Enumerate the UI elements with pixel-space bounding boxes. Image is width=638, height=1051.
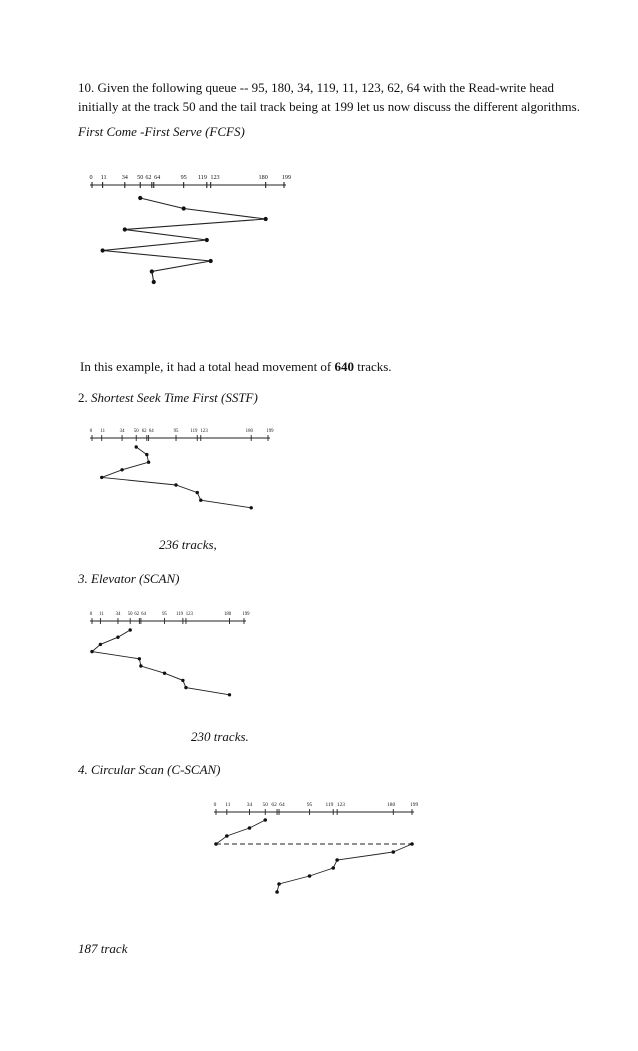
scan-track-label-95: 95 (162, 612, 167, 617)
cscan-track-label-11: 11 (225, 802, 231, 808)
scan-track-label-123: 123 (185, 612, 193, 617)
scan-point-2 (99, 643, 102, 646)
sstf-track-label-34: 34 (119, 429, 125, 434)
fcfs-summary (80, 359, 392, 375)
sstf-point-1 (145, 453, 148, 456)
fcfs-track-label-50: 50 (137, 174, 144, 181)
fcfs-summary-suffix: tracks. (354, 359, 392, 374)
scan-track-label-34: 34 (115, 612, 121, 617)
scan-track-label-62: 62 (134, 612, 140, 617)
cscan-track-label-34: 34 (246, 802, 253, 808)
cscan-point-2 (225, 834, 229, 838)
scan-track-label-11: 11 (99, 612, 104, 617)
fcfs-track-label-180: 180 (258, 174, 268, 181)
sstf-track-label-119: 119 (190, 429, 198, 434)
scan-diagram (0, 607, 638, 702)
cscan-track-label-180: 180 (387, 802, 396, 808)
question-line-2: initially at the track 50 and the tail track being at 199 let us now discuss the different algorithms. (78, 99, 580, 114)
sstf-heading-name: Shortest Seek Time First (SSTF) (91, 390, 258, 405)
cscan-point-4 (410, 842, 414, 846)
scan-point-7 (181, 679, 184, 682)
fcfs-track-label-119: 119 (197, 174, 208, 181)
cscan-track-label-95: 95 (306, 802, 313, 808)
fcfs-diagram (0, 164, 638, 304)
sstf-track-label-11: 11 (100, 429, 106, 434)
cscan-point-3 (214, 842, 218, 846)
cscan-point-9 (277, 882, 281, 886)
scan-track-label-119: 119 (176, 612, 184, 617)
fcfs-heading: First Come -First Serve (FCFS) (78, 124, 245, 139)
sstf-diagram (0, 426, 638, 506)
sstf-point-4 (100, 476, 103, 479)
cscan-track-label-123: 123 (336, 802, 345, 808)
scan-point-8 (184, 686, 187, 689)
cscan-result: 187 track (78, 941, 128, 956)
fcfs-summary-value: 640 (334, 359, 355, 374)
fcfs-point-8 (152, 280, 156, 284)
cscan-track-label-0: 0 (213, 802, 217, 808)
cscan-path-segment-1 (216, 820, 265, 844)
fcfs-track-label-64: 64 (154, 174, 161, 181)
fcfs-point-2 (264, 217, 268, 221)
cscan-heading: 4. Circular Scan (C-SCAN) (78, 762, 221, 777)
fcfs-track-label-62: 62 (145, 174, 152, 181)
sstf-result: 236 tracks, (159, 537, 217, 552)
scan-point-0 (128, 628, 131, 631)
sstf-path (102, 447, 251, 508)
scan-result: 230 tracks. (191, 729, 249, 744)
sstf-heading-number: 2. (78, 390, 91, 405)
scan-track-label-64: 64 (141, 612, 146, 617)
scan-heading: 3. Elevator (SCAN) (78, 571, 180, 586)
cscan-track-label-62: 62 (271, 802, 277, 808)
cscan-point-0 (263, 818, 267, 822)
scan-point-9 (228, 693, 231, 696)
fcfs-track-label-0: 0 (89, 174, 93, 181)
sstf-point-5 (174, 483, 177, 486)
fcfs-track-label-95: 95 (180, 174, 187, 181)
sstf-track-label-62: 62 (141, 429, 147, 434)
fcfs-track-label-123: 123 (210, 174, 220, 181)
fcfs-track-label-11: 11 (100, 174, 107, 181)
question-line-1: 10. Given the following queue -- 95, 180, 34, 119, 11, 123, 62, 64 with the Read-write head (78, 80, 554, 95)
sstf-heading (78, 390, 258, 406)
fcfs-point-3 (123, 227, 127, 231)
scan-point-1 (116, 636, 119, 639)
fcfs-point-0 (138, 196, 142, 200)
scan-point-3 (90, 650, 93, 653)
fcfs-point-7 (150, 269, 154, 273)
sstf-track-label-95: 95 (173, 429, 179, 434)
fcfs-point-5 (101, 248, 105, 252)
sstf-track-label-64: 64 (148, 429, 154, 434)
sstf-track-label-199: 199 (266, 429, 274, 434)
sstf-track-label-0: 0 (89, 429, 93, 434)
cscan-track-label-119: 119 (325, 802, 334, 808)
fcfs-summary-prefix: In this example, it had a total head movement of (80, 359, 335, 374)
sstf-point-3 (120, 468, 123, 471)
sstf-point-2 (147, 461, 150, 464)
cscan-point-8 (308, 874, 312, 878)
cscan-point-6 (335, 858, 339, 862)
sstf-point-6 (196, 491, 199, 494)
cscan-track-label-199: 199 (410, 802, 419, 808)
cscan-point-10 (275, 890, 279, 894)
cscan-track-label-50: 50 (262, 802, 268, 808)
cscan-point-5 (391, 850, 395, 854)
scan-track-label-0: 0 (89, 612, 93, 617)
scan-point-4 (138, 657, 141, 660)
sstf-track-label-50: 50 (133, 429, 139, 434)
sstf-point-0 (135, 445, 138, 448)
fcfs-point-4 (205, 238, 209, 242)
scan-point-6 (163, 672, 166, 675)
sstf-track-label-180: 180 (245, 429, 253, 434)
scan-track-label-180: 180 (223, 612, 232, 617)
cscan-point-1 (248, 826, 252, 830)
fcfs-point-6 (209, 259, 213, 263)
scan-path (92, 630, 229, 695)
cscan-diagram (0, 798, 638, 893)
fcfs-point-1 (182, 206, 186, 210)
cscan-track-label-64: 64 (279, 802, 285, 808)
sstf-point-8 (249, 506, 252, 509)
fcfs-track-label-34: 34 (121, 174, 128, 181)
fcfs-path (103, 198, 266, 282)
scan-point-5 (139, 664, 142, 667)
scan-track-label-199: 199 (242, 612, 250, 617)
cscan-point-7 (331, 866, 335, 870)
sstf-point-7 (199, 499, 202, 502)
fcfs-track-label-199: 199 (281, 174, 292, 181)
sstf-track-label-123: 123 (200, 429, 208, 434)
scan-track-label-50: 50 (127, 612, 133, 617)
